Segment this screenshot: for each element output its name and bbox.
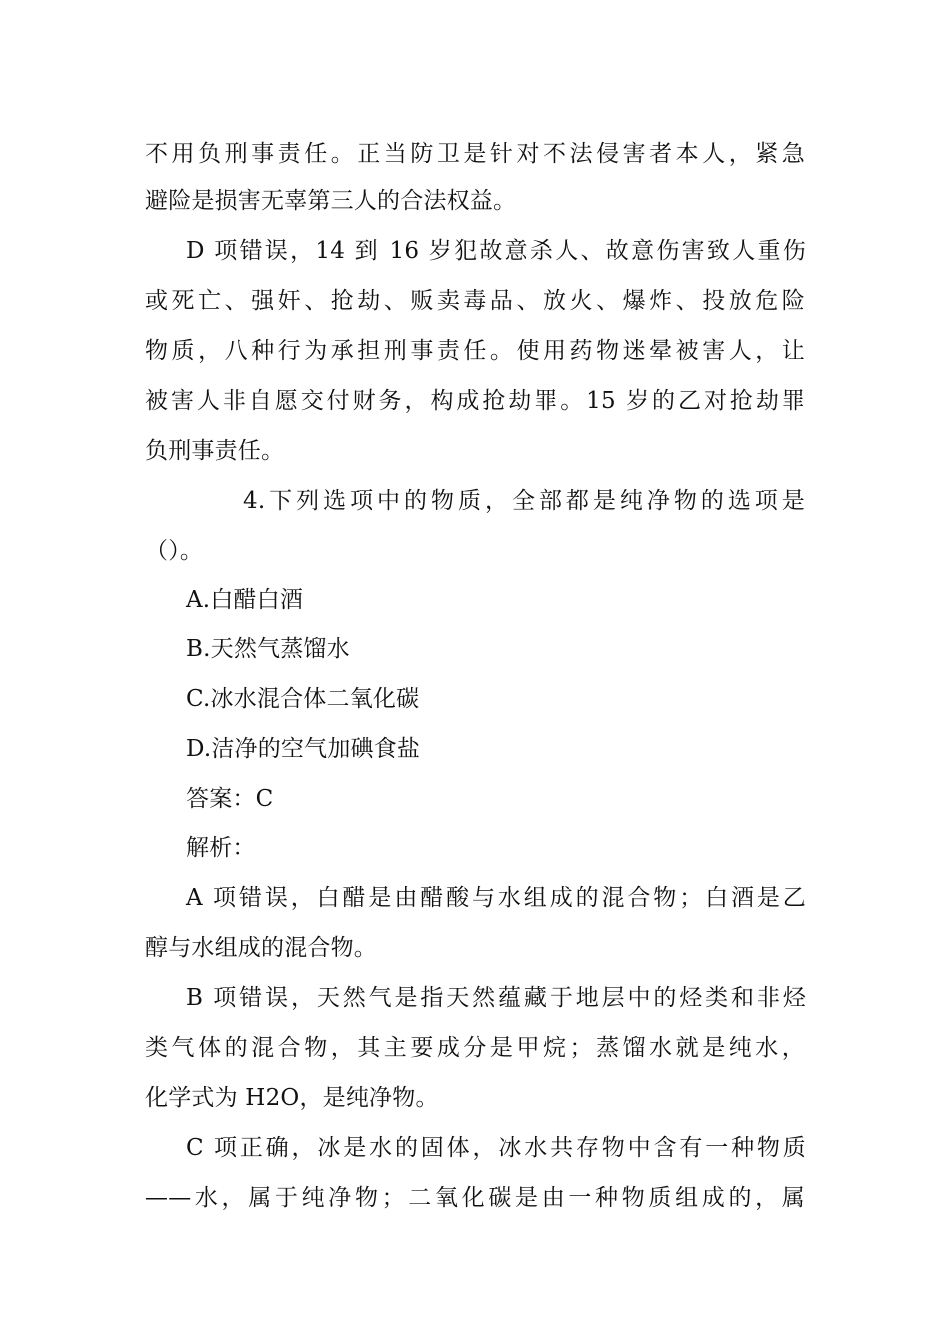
analysis-a-line-1: A 项错误，白醋是由醋酸与水组成的混合物；白酒是乙 (186, 885, 806, 911)
analysis-b-line-3: 化学式为 H2O，是纯净物。 (145, 1085, 439, 1111)
question-4-stem: 4.下列选项中的物质，全部都是纯净物的选项是 (243, 488, 805, 514)
text-line-2: 避险是损害无辜第三人的合法权益。 (145, 188, 517, 214)
option-c: C.冰水混合体二氧化碳 (186, 686, 420, 712)
text-line-3: D 项错误，14 到 16 岁犯故意杀人、故意伤害致人重伤 (186, 238, 806, 264)
analysis-c-line-1: C 项正确，冰是水的固体，冰水共存物中含有一种物质 (186, 1135, 806, 1161)
text-line-7: 负刑事责任。 (145, 438, 285, 464)
analysis-c-line-2: ——水，属于纯净物；二氧化碳是由一种物质组成的，属 (145, 1185, 805, 1211)
question-4-blank: （）。 (145, 538, 204, 564)
analysis-b-line-2: 类气体的混合物，其主要成分是甲烷；蒸馏水就是纯水， (145, 1035, 805, 1061)
text-line-4: 或死亡、强奸、抢劫、贩卖毒品、放火、爆炸、投放危险 (145, 288, 805, 314)
option-d: D.洁净的空气加碘食盐 (186, 736, 421, 762)
analysis-a-line-2: 醇与水组成的混合物。 (145, 935, 377, 961)
text-line-6: 被害人非自愿交付财务，构成抢劫罪。15 岁的乙对抢劫罪 (145, 388, 805, 414)
text-line-1: 不用负刑事责任。正当防卫是针对不法侵害者本人，紧急 (145, 141, 805, 167)
text-line-5: 物质，八种行为承担刑事责任。使用药物迷晕被害人，让 (145, 338, 805, 364)
answer-line: 答案：C (186, 786, 274, 812)
analysis-heading: 解析： (186, 835, 256, 861)
option-b: B.天然气蒸馏水 (186, 636, 350, 662)
analysis-b-line-1: B 项错误，天然气是指天然蕴藏于地层中的烃类和非烃 (186, 985, 806, 1011)
option-a: A.白醋白酒 (186, 587, 304, 613)
